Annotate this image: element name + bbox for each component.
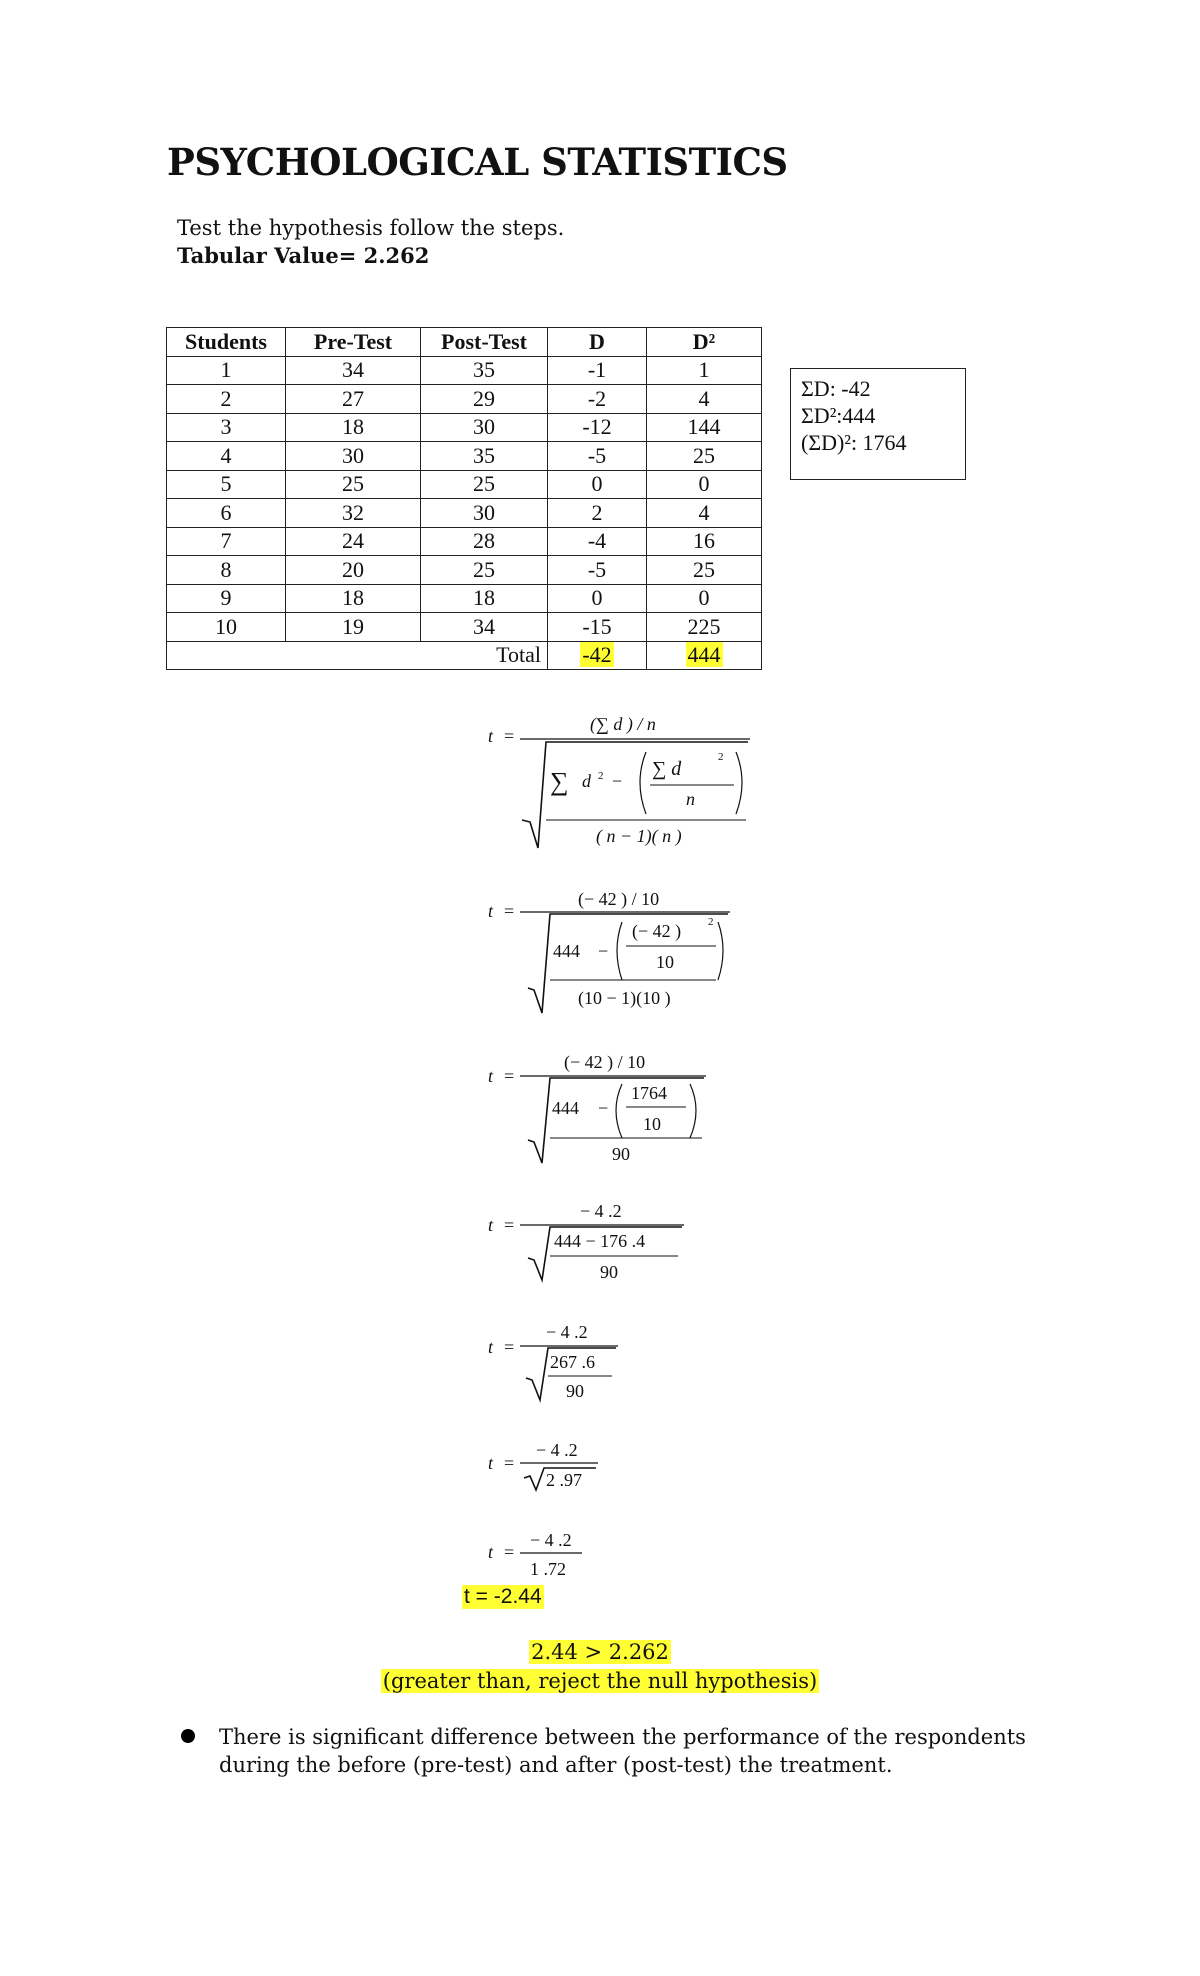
table-cell: 27 xyxy=(286,385,421,414)
table-cell: 18 xyxy=(286,413,421,442)
comparison: 2.44 > 2.262 xyxy=(531,1640,669,1664)
col-header-pretest: Pre-Test xyxy=(286,328,421,357)
table-cell: 19 xyxy=(286,613,421,642)
t-symbol: t xyxy=(488,726,494,746)
table-cell: 20 xyxy=(286,556,421,585)
table-cell: 16 xyxy=(647,527,762,556)
table-cell: 24 xyxy=(286,527,421,556)
sum-d-then-squared: (ΣD)²: 1764 xyxy=(801,430,907,455)
table-cell: 30 xyxy=(421,413,548,442)
tabular-value: Tabular Value= 2.262 xyxy=(177,243,430,268)
equals-sign: = xyxy=(504,726,515,746)
comparison-line xyxy=(0,1638,1200,1667)
table-cell: 225 xyxy=(647,613,762,642)
step2-b: 10 xyxy=(656,952,674,972)
equation-step-6 xyxy=(488,1440,598,1490)
table-cell: -1 xyxy=(548,356,647,385)
table-cell: 18 xyxy=(286,584,421,613)
step1-exponent: 2 xyxy=(598,770,604,782)
table-cell: 25 xyxy=(421,470,548,499)
table-cell: 32 xyxy=(286,499,421,528)
equation-step-5 xyxy=(488,1322,618,1401)
table-cell: 34 xyxy=(421,613,548,642)
minus-sign: − xyxy=(612,771,623,791)
step2-inner-exp: 2 xyxy=(708,916,714,928)
step2-denominator: (10 − 1)(10 ) xyxy=(578,988,671,1008)
col-header-students: Students xyxy=(167,328,286,357)
left-paren xyxy=(616,1084,622,1138)
table-cell: 34 xyxy=(286,356,421,385)
step3-numerator: (− 42 ) / 10 xyxy=(564,1052,646,1072)
step4-numerator: − 4 .2 xyxy=(580,1201,622,1221)
finding-text: There is significant difference between the performance of the respondents during the before (pre-test) and after (post-test) the treatment. xyxy=(219,1725,1026,1777)
table-cell: 4 xyxy=(647,499,762,528)
col-header-d: D xyxy=(548,328,647,357)
col-header-d2: D² xyxy=(647,328,762,357)
step5-inner: 267 .6 xyxy=(550,1352,595,1372)
t-result: t = -2.44 xyxy=(464,1585,542,1608)
equals-sign: = xyxy=(504,1337,515,1357)
table-cell: -12 xyxy=(548,413,647,442)
right-paren xyxy=(718,922,723,980)
table-cell: 35 xyxy=(421,442,548,471)
step1-numerator: (∑ d ) / n xyxy=(590,714,656,734)
step4-denominator: 90 xyxy=(600,1262,618,1282)
table-cell: 9 xyxy=(167,584,286,613)
step2-numerator: (− 42 ) / 10 xyxy=(578,889,660,909)
table-cell: 3 xyxy=(167,413,286,442)
equals-sign: = xyxy=(504,1453,515,1473)
total-d2: 444 xyxy=(687,642,721,668)
table-cell: 25 xyxy=(286,470,421,499)
minus-sign: − xyxy=(598,941,609,961)
equation-step-2 xyxy=(488,889,730,1013)
table-cell: 25 xyxy=(421,556,548,585)
step5-numerator: − 4 .2 xyxy=(546,1322,588,1342)
decision-line xyxy=(0,1667,1200,1696)
step6-numerator: − 4 .2 xyxy=(536,1440,578,1460)
minus-sign: − xyxy=(598,1098,609,1118)
table-cell: 0 xyxy=(647,584,762,613)
step4-inner: 444 − 176 .4 xyxy=(554,1231,646,1251)
equation-step-1 xyxy=(488,714,750,848)
sum-d: ΣD: -42 xyxy=(801,376,871,401)
step1-denominator: ( n − 1)( n ) xyxy=(596,826,682,846)
table-cell: 0 xyxy=(548,584,647,613)
table-cell: -5 xyxy=(548,556,647,585)
table-cell: 4 xyxy=(647,385,762,414)
t-symbol: t xyxy=(488,1215,494,1235)
step1-n: n xyxy=(686,789,695,809)
bullet-icon xyxy=(177,1725,199,1747)
t-symbol: t xyxy=(488,1337,494,1357)
table-cell: 1 xyxy=(647,356,762,385)
table-cell: 30 xyxy=(421,499,548,528)
table-cell: 25 xyxy=(647,442,762,471)
left-paren xyxy=(640,752,646,814)
t-symbol: t xyxy=(488,901,494,921)
table-cell: 35 xyxy=(421,356,548,385)
table-cell: 10 xyxy=(167,613,286,642)
right-paren xyxy=(736,752,742,814)
equation-step-4 xyxy=(488,1201,684,1282)
left-paren xyxy=(617,922,622,980)
equals-sign: = xyxy=(504,1215,515,1235)
step3-a: 444 xyxy=(552,1098,579,1118)
col-header-posttest: Post-Test xyxy=(421,328,548,357)
table-cell: 1 xyxy=(167,356,286,385)
step2-a: 444 xyxy=(553,941,580,961)
step6-denominator: 2 .97 xyxy=(546,1470,582,1490)
table-cell: 144 xyxy=(647,413,762,442)
table-cell: 30 xyxy=(286,442,421,471)
table-cell: -15 xyxy=(548,613,647,642)
table-cell: 28 xyxy=(421,527,548,556)
table-cell: 25 xyxy=(647,556,762,585)
table-cell: 8 xyxy=(167,556,286,585)
table-cell: -2 xyxy=(548,385,647,414)
step3-frac-num: 1764 xyxy=(631,1083,667,1103)
step7-numerator: − 4 .2 xyxy=(530,1530,572,1550)
step7-denominator: 1 .72 xyxy=(530,1559,566,1579)
t-symbol: t xyxy=(488,1542,494,1562)
t-symbol: t xyxy=(488,1453,494,1473)
table-cell: 29 xyxy=(421,385,548,414)
equals-sign: = xyxy=(504,1066,515,1086)
table-cell: 0 xyxy=(548,470,647,499)
table-cell: 4 xyxy=(167,442,286,471)
table-cell: 0 xyxy=(647,470,762,499)
table-cell: 7 xyxy=(167,527,286,556)
table-cell: 5 xyxy=(167,470,286,499)
table-cell: 2 xyxy=(548,499,647,528)
equation-step-7 xyxy=(488,1530,582,1579)
instruction-line: Test the hypothesis follow the steps. xyxy=(177,216,565,240)
total-d: -42 xyxy=(582,642,612,668)
decision: (greater than, reject the null hypothesis) xyxy=(382,1669,818,1693)
table-cell: 6 xyxy=(167,499,286,528)
table-cell: 18 xyxy=(421,584,548,613)
table-cell: 2 xyxy=(167,385,286,414)
d-symbol: d xyxy=(582,771,591,791)
sum-d-squared: ΣD²:444 xyxy=(801,403,876,428)
equals-sign: = xyxy=(504,901,515,921)
step1-inner: ∑ d xyxy=(652,758,682,780)
table-cell: -4 xyxy=(548,527,647,556)
right-paren xyxy=(690,1084,696,1138)
sigma-symbol: ∑ xyxy=(550,767,569,796)
table-cell: -5 xyxy=(548,442,647,471)
step3-denominator: 90 xyxy=(612,1144,630,1164)
equation-step-3 xyxy=(488,1052,706,1164)
t-symbol: t xyxy=(488,1066,494,1086)
step1-inner-exp: 2 xyxy=(718,751,724,763)
step2-inner: (− 42 ) xyxy=(632,921,682,941)
step3-frac-den: 10 xyxy=(643,1114,661,1134)
page-title: PSYCHOLOGICAL STATISTICS xyxy=(167,140,788,184)
equals-sign: = xyxy=(504,1542,515,1562)
total-label: Total xyxy=(167,641,548,670)
step5-denominator: 90 xyxy=(566,1381,584,1401)
